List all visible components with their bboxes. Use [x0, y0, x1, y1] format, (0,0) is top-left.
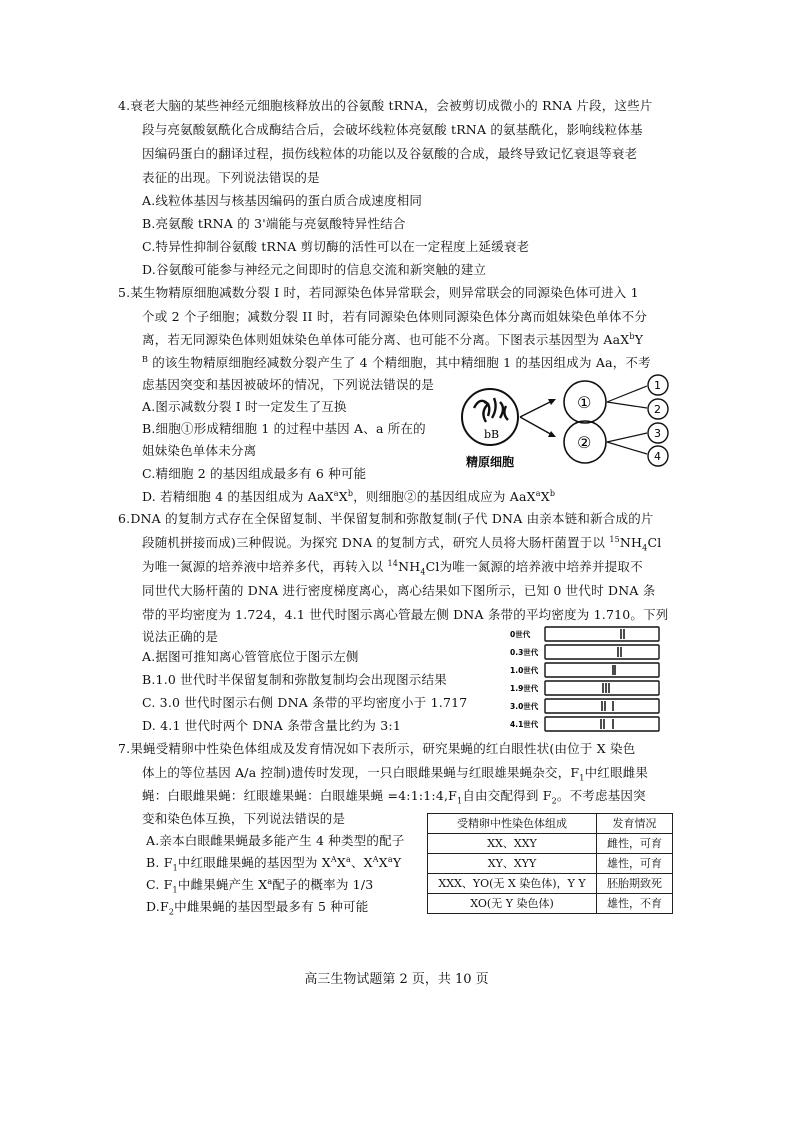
q5-stem-line-3: 离，若无同源染色体则姐妹染色单体可能分离、也可能不分离。下图表示基因型为 AaX$^b$Y	[142, 331, 644, 347]
table-header: 发育情况	[597, 814, 673, 834]
table-cell: XXX、YO(无 X 染色体)，Y Y	[428, 874, 597, 894]
q7-option-a: A.亲本白眼雌果蝇最多能产生 4 种类型的配子	[146, 833, 405, 848]
gen-label-3-0: 3.0世代	[510, 702, 539, 711]
table-header: 受精卵中性染色体组成	[428, 814, 597, 834]
q5-stem-line-1: 5.某生物精原细胞减数分裂 I 时，若同源染色体异常联会，则异常联会的同源染色体可进入 1	[118, 285, 639, 300]
q5-stem-line-2: 个或 2 个子细胞；减数分裂 II 时，若有同源染色体则同源染色体分离而姐妹染色单体不分	[142, 309, 648, 324]
q6-option-b: B.1.0 世代时半保留复制和弥散复制均会出现图示结果	[142, 672, 447, 687]
q6-option-a: A.据图可推知离心管管底位于图示左侧	[142, 649, 359, 664]
q5-option-d: D. 若精细胞 4 的基因组成为 $AaX^aX^b$，则细胞②的基因组成应为 $AaX^aX^b$	[142, 488, 556, 504]
q5-stem-line-4: $^B$ 的该生物精原细胞经减数分裂产生了 4 个精细胞，其中精细胞 1 的基因组成为 Aa，不考	[142, 354, 651, 370]
table-row	[428, 894, 673, 914]
q5-option-c: C.精细胞 2 的基因组成最多有 6 种可能	[142, 466, 367, 481]
table-cell: 雄性，可育	[597, 854, 673, 874]
q6-centrifuge-figure	[510, 624, 662, 734]
q7-option-b: B. $F_1$中红眼雌果蝇的基因型为 $X^AX^a$、$X^AX^aY$	[146, 854, 402, 873]
q4-option-b: B.亮氨酸 tRNA 的 3'端能与亮氨酸特异性结合	[142, 216, 406, 231]
tube-1-9	[545, 681, 659, 695]
q4-stem-line-2: 段与亮氨酸氨酰化合成酶结合后，会破坏线粒体亮氨酸 tRNA 的氨基酰化，影响线粒体基	[142, 122, 643, 137]
table-row	[428, 854, 673, 874]
arrow-line	[607, 402, 647, 408]
page-footer: 高三生物试题第 2 页，共 10 页	[304, 972, 489, 987]
q5-option-b-cont: 姐妹染色单体未分离	[142, 443, 257, 458]
table-cell: 雌性，可育	[597, 834, 673, 854]
secondary-cell-1-label: ①	[577, 393, 592, 412]
q6-option-c: C. 3.0 世代时图示右侧 DNA 条带的平均密度小于 1.717	[142, 695, 468, 710]
gen-label-0-3: 0.3世代	[510, 648, 539, 657]
arrow-to-cell-2	[520, 417, 554, 436]
table-header-row	[428, 814, 673, 834]
arrow-line	[607, 386, 647, 402]
tube-0-3	[545, 645, 659, 659]
q7-stem-line-1: 7.果蝇受精卵中性染色体组成及发育情况如下表所示，研究果蝇的红白眼性状(由位于 X 染色	[118, 741, 636, 756]
gen-label-1-9: 1.9世代	[510, 684, 539, 693]
gen-label-4-1: 4.1世代	[510, 720, 539, 729]
q6-stem-line-1: 6.DNA 的复制方式存在全保留复制、半保留复制和弥散复制(子代 DNA 由亲本链和新合成的片	[118, 511, 654, 526]
spermatogonium-label: 精原细胞	[466, 455, 515, 469]
table-cell: XO(无 Y 染色体)	[428, 894, 597, 914]
q6-option-d: D. 4.1 世代时两个 DNA 条带含量比约为 3:1	[142, 718, 402, 733]
cell-genes-label: bB	[484, 428, 500, 441]
chromosome-shapes	[474, 398, 508, 422]
tube-0	[545, 627, 659, 641]
q4-option-d: D.谷氨酸可能参与神经元之间即时的信息交流和新突触的建立	[142, 262, 487, 277]
q5-option-a: A.图示减数分裂 I 时一定发生了互换	[142, 399, 347, 414]
q6-stem-line-6: 说法正确的是	[142, 629, 219, 644]
arrow-line	[607, 433, 647, 442]
q5-stem-line-5: 虑基因突变和基因被破坏的情况，下列说法错误的是	[142, 377, 435, 392]
q4-option-c: C.特异性抑制谷氨酸 tRNA 剪切酶的活性可以在一定程度上延缓衰老	[142, 239, 530, 254]
arrow-line	[607, 442, 647, 454]
sperm-3-label: 3	[654, 427, 661, 440]
q7-stem-line-2: 体上的等位基因 A/a 控制)遗传时发现，一只白眼雌果蝇与红眼雄果蝇杂交，$F_1$中红眼雌果	[142, 765, 649, 783]
q7-option-d: $D.F_2$中雌果蝇的基因型最多有 5 种可能	[146, 899, 369, 917]
q4-stem-line-4: 表征的出现。下列说法错误的是	[142, 170, 320, 185]
table-cell: 胚胎期致死	[597, 874, 673, 894]
q7-stem-line-3: 蝇：白眼雌果蝇：红眼雄果蝇：白眼雄果蝇 $=4:1:1:4,F_1$自由交配得到 $F_2$。不考虑基因突	[142, 788, 646, 806]
sperm-2-label: 2	[654, 403, 661, 416]
tube-4-1	[545, 717, 659, 731]
table-row	[428, 834, 673, 854]
q5-option-b: B.细胞①形成精细胞 1 的过程中基因 A、a 所在的	[142, 421, 426, 436]
sperm-1-label: 1	[654, 379, 661, 392]
table-cell: XY、XYY	[428, 854, 597, 874]
q7-sex-chromosome-table	[427, 813, 673, 914]
q4-stem-line-1: 4.衰老大脑的某些神经元细胞核释放出的谷氨酸 tRNA，会被剪切成微小的 RNA 片段，这些片	[118, 98, 653, 113]
gen-label-1-0: 1.0世代	[510, 666, 539, 675]
gen-label-0: 0世代	[510, 630, 531, 639]
secondary-cell-2-label: ②	[577, 433, 592, 452]
q5-meiosis-figure	[460, 372, 675, 472]
table-row	[428, 874, 673, 894]
table-cell: XX、XXY	[428, 834, 597, 854]
q4-option-a: A.线粒体基因与核基因编码的蛋白质合成速度相同	[142, 193, 423, 208]
q6-stem-line-2: 段随机拼接而成)三种假说。为探究 DNA 的复制方式，研究人员将大肠杆菌置于以 $^{15}NH_4Cl$	[142, 534, 662, 553]
arrow-to-cell-1	[520, 400, 554, 417]
q7-stem-line-4: 变和染色体互换，下列说法错误的是	[142, 811, 346, 826]
q4-stem-line-3: 因编码蛋白的翻译过程，损伤线粒体的功能以及谷氨酸的合成，最终导致记忆衰退等衰老	[142, 146, 638, 161]
q6-stem-line-5: 带的平均密度为 1.724，4.1 世代时图示离心管最左侧 DNA 条带的平均密度为 1.710。下列	[142, 607, 669, 622]
q6-stem-line-3: 为唯一氮源的培养液中培养多代，再转入以 $^{14}NH_4Cl$为唯一氮源的培养液中培养并提取不	[142, 558, 643, 577]
table-cell: 雄性，不育	[597, 894, 673, 914]
tube-1-0	[545, 663, 659, 677]
sperm-4-label: 4	[654, 450, 661, 463]
q6-stem-line-4: 同世代大肠杆菌的 DNA 进行密度梯度离心，离心结果如下图所示，已知 0 世代时 DNA 条	[142, 583, 656, 598]
q7-option-c: C. $F_1$中雌果蝇产生 $X^a$配子的概率为 1/3	[146, 876, 374, 895]
